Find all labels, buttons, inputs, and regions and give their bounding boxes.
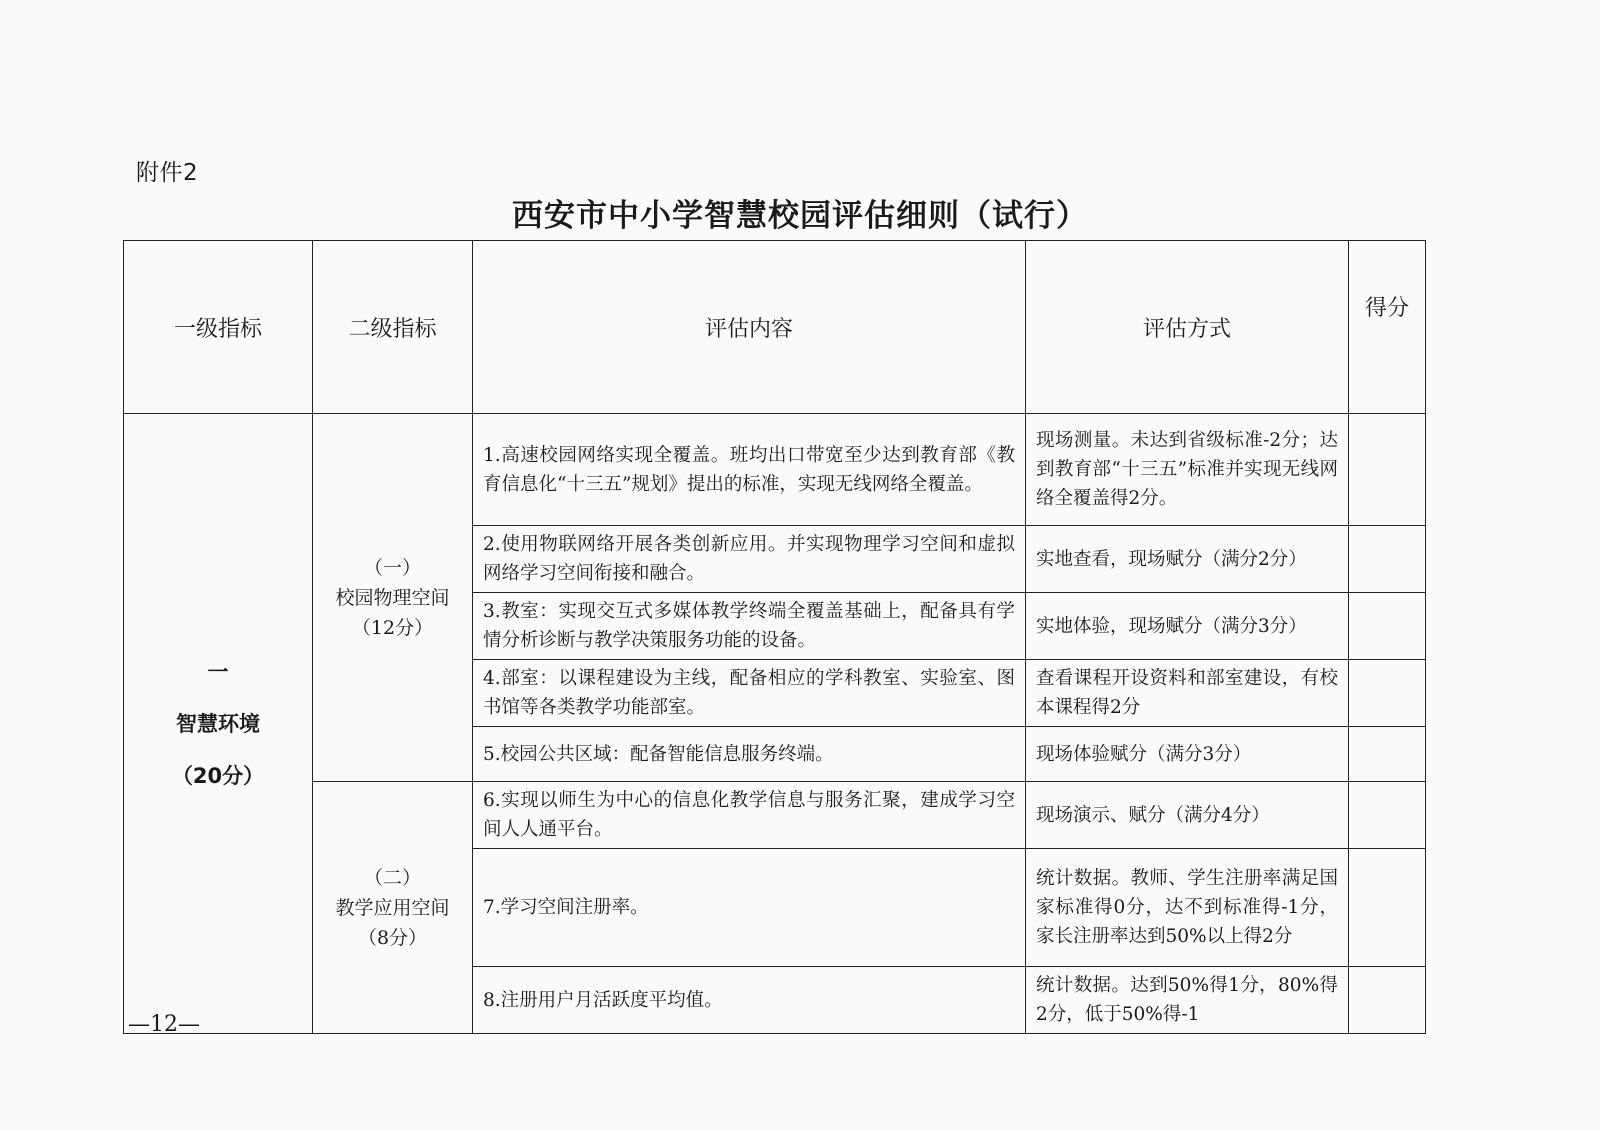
score-cell (1349, 782, 1426, 849)
method-cell: 现场体验赋分（满分3分） (1026, 727, 1349, 782)
level1-name: 智慧环境 (176, 711, 260, 736)
score-cell (1349, 660, 1426, 727)
evaluation-table (123, 240, 1426, 1034)
level2-name: 校园物理空间 (335, 586, 450, 609)
table-header-row (124, 241, 1426, 414)
method-cell: 现场演示、赋分（满分4分） (1026, 782, 1349, 849)
header-method: 评估方式 (1026, 241, 1349, 414)
content-cell: 4.部室：以课程建设为主线，配备相应的学科教室、实验室、图书馆等各类教学功能部室。 (473, 660, 1026, 727)
score-cell (1349, 414, 1426, 526)
header-content: 评估内容 (473, 241, 1026, 414)
content-cell: 5.校园公共区域：配备智能信息服务终端。 (473, 727, 1026, 782)
level2-points: （12分） (351, 616, 434, 639)
header-score: 得分 (1349, 241, 1426, 414)
level2-name: 教学应用空间 (335, 896, 450, 919)
method-cell: 现场测量。未达到省级标准-2分；达到教育部“十三五”标准并实现无线网络全覆盖得2分。 (1026, 414, 1349, 526)
document-title: 西安市中小学智慧校园评估细则（试行） (512, 198, 1088, 234)
level2-cell-application (313, 782, 473, 1034)
level2-cell-physical (313, 414, 473, 782)
level1-number: 一 (207, 659, 229, 684)
score-cell (1349, 967, 1426, 1034)
score-cell (1349, 593, 1426, 660)
method-cell: 统计数据。教师、学生注册率满足国家标准得0分，达不到标准得-1分，家长注册率达到50%以上得2分 (1026, 849, 1349, 967)
method-cell: 实地体验，现场赋分（满分3分） (1026, 593, 1349, 660)
content-cell: 1.高速校园网络实现全覆盖。班均出口带宽至少达到教育部《教育信息化“十三五”规划》提出的标准，实现无线网络全覆盖。 (473, 414, 1026, 526)
header-level1: 一级指标 (124, 241, 313, 414)
method-cell: 查看课程开设资料和部室建设，有校本课程得2分 (1026, 660, 1349, 727)
level2-number: （二） (363, 866, 421, 889)
score-cell (1349, 849, 1426, 967)
level2-number: （一） (363, 556, 421, 579)
score-cell (1349, 526, 1426, 593)
content-cell: 7.学习空间注册率。 (473, 849, 1026, 967)
page-number: —12— (128, 1012, 200, 1037)
content-cell: 6.实现以师生为中心的信息化教学信息与服务汇聚，建成学习空间人人通平台。 (473, 782, 1026, 849)
table-row (124, 414, 1426, 526)
table-row (124, 782, 1426, 849)
content-cell: 3.教室：实现交互式多媒体教学终端全覆盖基础上，配备具有学情分析诊断与教学决策服务功能的设备。 (473, 593, 1026, 660)
attachment-label: 附件2 (136, 160, 199, 186)
method-cell: 统计数据。达到50%得1分，80%得 2分，低于50%得-1 (1026, 967, 1349, 1034)
content-cell: 2.使用物联网络开展各类创新应用。并实现物理学习空间和虚拟网络学习空间衔接和融合。 (473, 526, 1026, 593)
score-cell (1349, 727, 1426, 782)
level1-points: （20分） (171, 763, 265, 788)
method-cell: 实地查看，现场赋分（满分2分） (1026, 526, 1349, 593)
header-level2: 二级指标 (313, 241, 473, 414)
content-cell: 8.注册用户月活跃度平均值。 (473, 967, 1026, 1034)
level2-points: （8分） (357, 926, 428, 949)
level1-cell (124, 414, 313, 1034)
